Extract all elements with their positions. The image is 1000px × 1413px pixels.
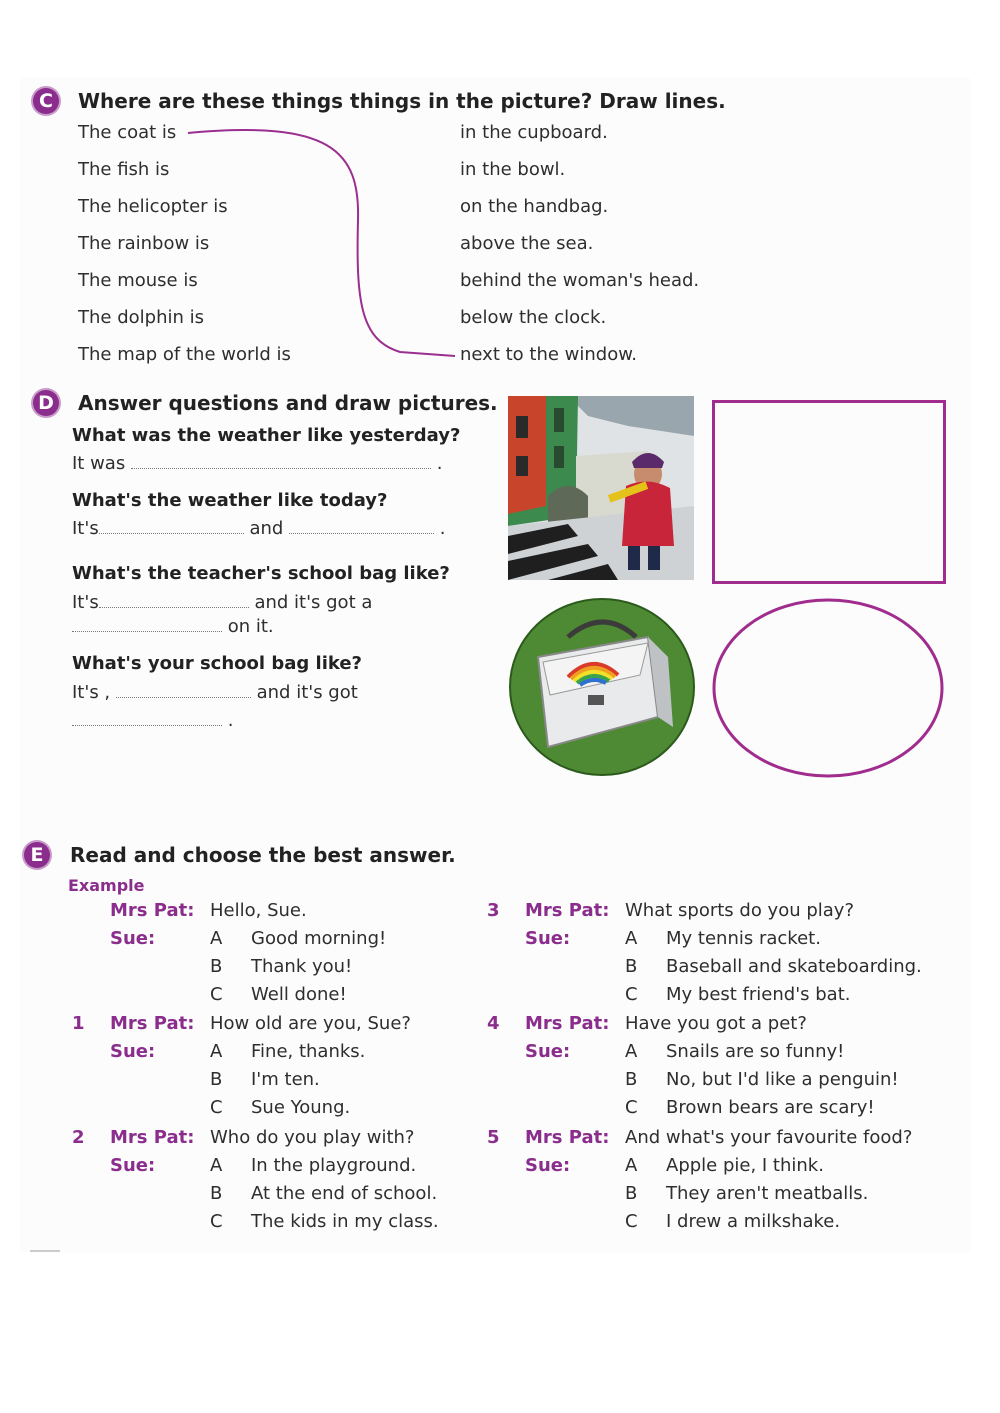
option-text[interactable]: Sue Young. [251, 1097, 351, 1118]
option-text[interactable]: I'm ten. [251, 1069, 320, 1090]
answer-your-bag-line1[interactable] [72, 682, 358, 703]
option-letter[interactable]: A [625, 1041, 638, 1062]
right-item[interactable]: behind the woman's head. [460, 270, 700, 291]
left-item[interactable]: The mouse is [78, 270, 198, 291]
example-label: Example [68, 876, 145, 895]
drawing-oval-bag[interactable] [710, 596, 946, 780]
answer-end: on it. [227, 616, 274, 637]
option-text[interactable]: Fine, thanks. [251, 1041, 366, 1062]
section-d-title: Answer questions and draw pictures. [78, 391, 498, 415]
answer-blank[interactable] [99, 593, 249, 608]
speaker-sue: Sue: [110, 928, 156, 949]
option-text[interactable]: I drew a milkshake. [666, 1211, 841, 1232]
option-letter[interactable]: C [210, 984, 223, 1005]
answer-mid: and it's got a [254, 592, 373, 613]
option-letter[interactable]: A [625, 928, 638, 949]
option-letter[interactable]: C [625, 1211, 638, 1232]
option-text[interactable]: Snails are so funny! [666, 1041, 845, 1062]
dialogue-question: Hello, Sue. [210, 900, 307, 921]
option-text[interactable]: In the playground. [251, 1155, 417, 1176]
speaker-mrs-pat: Mrs Pat: [110, 1127, 195, 1148]
option-letter[interactable]: B [210, 1069, 223, 1090]
section-d-badge: D [33, 390, 59, 416]
option-text[interactable]: Well done! [251, 984, 347, 1005]
section-e-badge: E [24, 842, 50, 868]
answer-prefix: It was [72, 453, 126, 474]
answer-prefix: It's [72, 592, 99, 613]
option-text[interactable]: No, but I'd like a penguin! [666, 1069, 899, 1090]
option-text[interactable]: My tennis racket. [666, 928, 821, 949]
section-c-title: Where are these things things in the picture? Draw lines. [78, 89, 726, 113]
answer-end: . [436, 453, 443, 474]
question-number: 1 [72, 1013, 85, 1034]
answer-mid: and [249, 518, 284, 539]
answer-end: . [439, 518, 446, 539]
option-text[interactable]: Brown bears are scary! [666, 1097, 875, 1118]
dialogue-question: How old are you, Sue? [210, 1013, 411, 1034]
right-item[interactable]: in the cupboard. [460, 122, 608, 143]
speaker-sue: Sue: [525, 1041, 571, 1062]
speaker-sue: Sue: [110, 1155, 156, 1176]
speaker-mrs-pat: Mrs Pat: [525, 1127, 610, 1148]
speaker-sue: Sue: [525, 1155, 571, 1176]
left-item[interactable]: The coat is [78, 122, 177, 143]
left-item[interactable]: The map of the world is [78, 344, 291, 365]
section-c-badge: C [33, 88, 59, 114]
answer-prefix: It's [72, 518, 99, 539]
question-number: 5 [487, 1127, 500, 1148]
answer-blank[interactable] [131, 454, 431, 469]
answer-weather-yesterday[interactable] [72, 453, 442, 474]
answer-weather-today[interactable] [72, 518, 446, 539]
school-bag-illustration [508, 597, 696, 777]
question-weather-today: What's the weather like today? [72, 490, 388, 511]
speaker-mrs-pat: Mrs Pat: [525, 900, 610, 921]
answer-mid: and it's got [256, 682, 358, 703]
dialogue-question: Have you got a pet? [625, 1013, 807, 1034]
answer-blank[interactable] [289, 519, 434, 534]
page-mark [30, 1250, 60, 1252]
right-item[interactable]: on the handbag. [460, 196, 609, 217]
option-text[interactable]: The kids in my class. [251, 1211, 439, 1232]
option-letter[interactable]: C [625, 1097, 638, 1118]
option-letter[interactable]: C [210, 1097, 223, 1118]
option-letter[interactable]: B [210, 956, 223, 977]
speaker-sue: Sue: [110, 1041, 156, 1062]
question-number: 4 [487, 1013, 500, 1034]
left-item[interactable]: The rainbow is [78, 233, 210, 254]
drawing-box-weather[interactable] [712, 400, 946, 584]
speaker-mrs-pat: Mrs Pat: [525, 1013, 610, 1034]
street-weather-illustration [508, 396, 694, 580]
option-text[interactable]: Baseball and skateboarding. [666, 956, 922, 977]
answer-end: . [227, 710, 234, 731]
dialogue-question: Who do you play with? [210, 1127, 415, 1148]
option-letter[interactable]: B [625, 1183, 638, 1204]
speaker-mrs-pat: Mrs Pat: [110, 1013, 195, 1034]
matching-line[interactable] [0, 0, 1000, 400]
option-letter[interactable]: B [625, 1069, 638, 1090]
answer-blank[interactable] [99, 519, 244, 534]
left-item[interactable]: The dolphin is [78, 307, 204, 328]
answer-your-bag-line2[interactable] [72, 710, 233, 731]
option-text[interactable]: Apple pie, I think. [666, 1155, 824, 1176]
option-letter[interactable]: B [625, 956, 638, 977]
answer-blank[interactable] [72, 711, 222, 726]
option-letter[interactable]: C [210, 1211, 223, 1232]
dialogue-question: What sports do you play? [625, 900, 855, 921]
answer-blank[interactable] [72, 617, 222, 632]
question-your-bag: What's your school bag like? [72, 653, 362, 674]
option-letter[interactable]: C [625, 984, 638, 1005]
answer-teacher-bag-line2[interactable] [72, 616, 274, 637]
answer-teacher-bag-line1[interactable] [72, 592, 372, 613]
option-letter[interactable]: A [210, 1155, 223, 1176]
left-item[interactable]: The helicopter is [78, 196, 228, 217]
question-number: 3 [487, 900, 500, 921]
option-text[interactable]: They aren't meatballs. [666, 1183, 869, 1204]
section-e-title: Read and choose the best answer. [70, 843, 456, 867]
left-item[interactable]: The fish is [78, 159, 170, 180]
option-letter[interactable]: A [210, 928, 223, 949]
option-letter[interactable]: B [210, 1183, 223, 1204]
question-teacher-bag: What's the teacher's school bag like? [72, 563, 450, 584]
option-text[interactable]: My best friend's bat. [666, 984, 851, 1005]
option-text[interactable]: At the end of school. [251, 1183, 438, 1204]
option-text[interactable]: Good morning! [251, 928, 387, 949]
dialogue-question: And what's your favourite food? [625, 1127, 913, 1148]
question-weather-yesterday: What was the weather like yesterday? [72, 425, 461, 446]
answer-prefix: It's , [72, 682, 111, 703]
option-text[interactable]: Thank you! [251, 956, 353, 977]
question-number: 2 [72, 1127, 85, 1148]
option-letter[interactable]: A [625, 1155, 638, 1176]
right-item[interactable]: above the sea. [460, 233, 594, 254]
speaker-mrs-pat: Mrs Pat: [110, 900, 195, 921]
speaker-sue: Sue: [525, 928, 571, 949]
option-letter[interactable]: A [210, 1041, 223, 1062]
answer-blank[interactable] [116, 683, 251, 698]
right-item[interactable]: next to the window. [460, 344, 638, 365]
right-item[interactable]: below the clock. [460, 307, 607, 328]
right-item[interactable]: in the bowl. [460, 159, 566, 180]
